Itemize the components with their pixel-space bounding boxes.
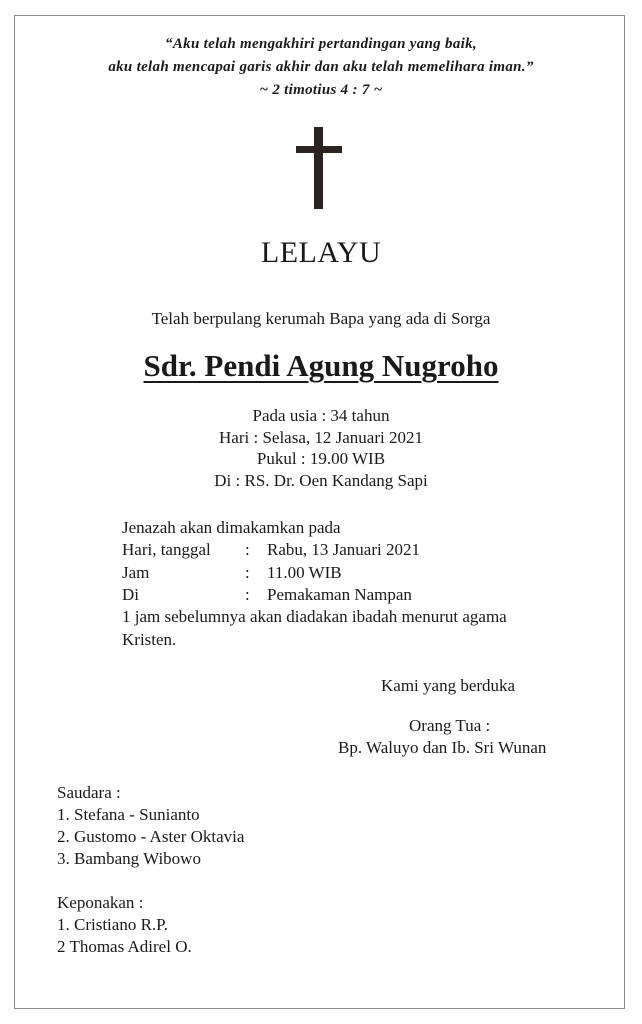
burial-value: Pemakaman Nampan (267, 585, 412, 604)
burial-label: Di (122, 585, 139, 604)
burial-note-line-2: Kristen. (122, 630, 177, 649)
burial-row-time (0, 563, 642, 585)
deceased-name: Sdr. Pendi Agung Nugroho (143, 348, 499, 383)
verse-line-2: aku telah mencapai garis akhir dan aku telah memelihara iman.” (108, 59, 534, 75)
death-day: Hari : Selasa, 12 Januari 2021 (219, 427, 423, 447)
burial-row-place (0, 585, 642, 607)
sibling-item: 1. Stefana - Sunianto (57, 805, 200, 824)
burial-heading: Jenazah akan dimakamkan pada (122, 518, 341, 537)
sibling-item: 2. Gustomo - Aster Oktavia (57, 827, 245, 846)
verse-line-1: “Aku telah mengakhiri pertandingan yang baik, (165, 36, 477, 52)
burial-row-date (0, 540, 642, 562)
burial-value: Rabu, 13 Januari 2021 (267, 540, 420, 559)
nephews-heading: Keponakan : (57, 893, 144, 912)
parents-names: Bp. Waluyo dan Ib. Sri Wunan (338, 738, 547, 757)
burial-separator: : (245, 540, 250, 559)
death-time: Pukul : 19.00 WIB (256, 449, 386, 468)
siblings-heading: Saudara : (57, 783, 121, 802)
death-info (0, 405, 642, 491)
intro-text: Telah berpulang kerumah Bapa yang ada di Sorga (151, 309, 491, 328)
nephew-item: 1. Cristiano R.P. (57, 915, 168, 934)
mourners-heading: Kami yang berduka (381, 676, 516, 695)
nephew-item: 2 Thomas Adirel O. (57, 937, 192, 956)
burial-note-line-1: 1 jam sebelumnya akan diadakan ibadah menurut agama (122, 607, 507, 626)
cross-icon (296, 127, 342, 209)
death-place: Di : RS. Dr. Oen Kandang Sapi (214, 470, 428, 490)
burial-label: Jam (122, 563, 150, 582)
burial-label: Hari, tanggal (122, 540, 211, 559)
burial-separator: : (245, 563, 250, 582)
death-age: Pada usia : 34 tahun (252, 406, 390, 425)
verse-reference: ~ 2 timotius 4 : 7 ~ (259, 82, 383, 98)
burial-separator: : (245, 585, 250, 604)
sibling-item: 3. Bambang Wibowo (57, 849, 201, 868)
parents-label: Orang Tua : (409, 716, 491, 735)
page-title: LELAYU (260, 236, 382, 269)
burial-value: 11.00 WIB (267, 563, 342, 582)
